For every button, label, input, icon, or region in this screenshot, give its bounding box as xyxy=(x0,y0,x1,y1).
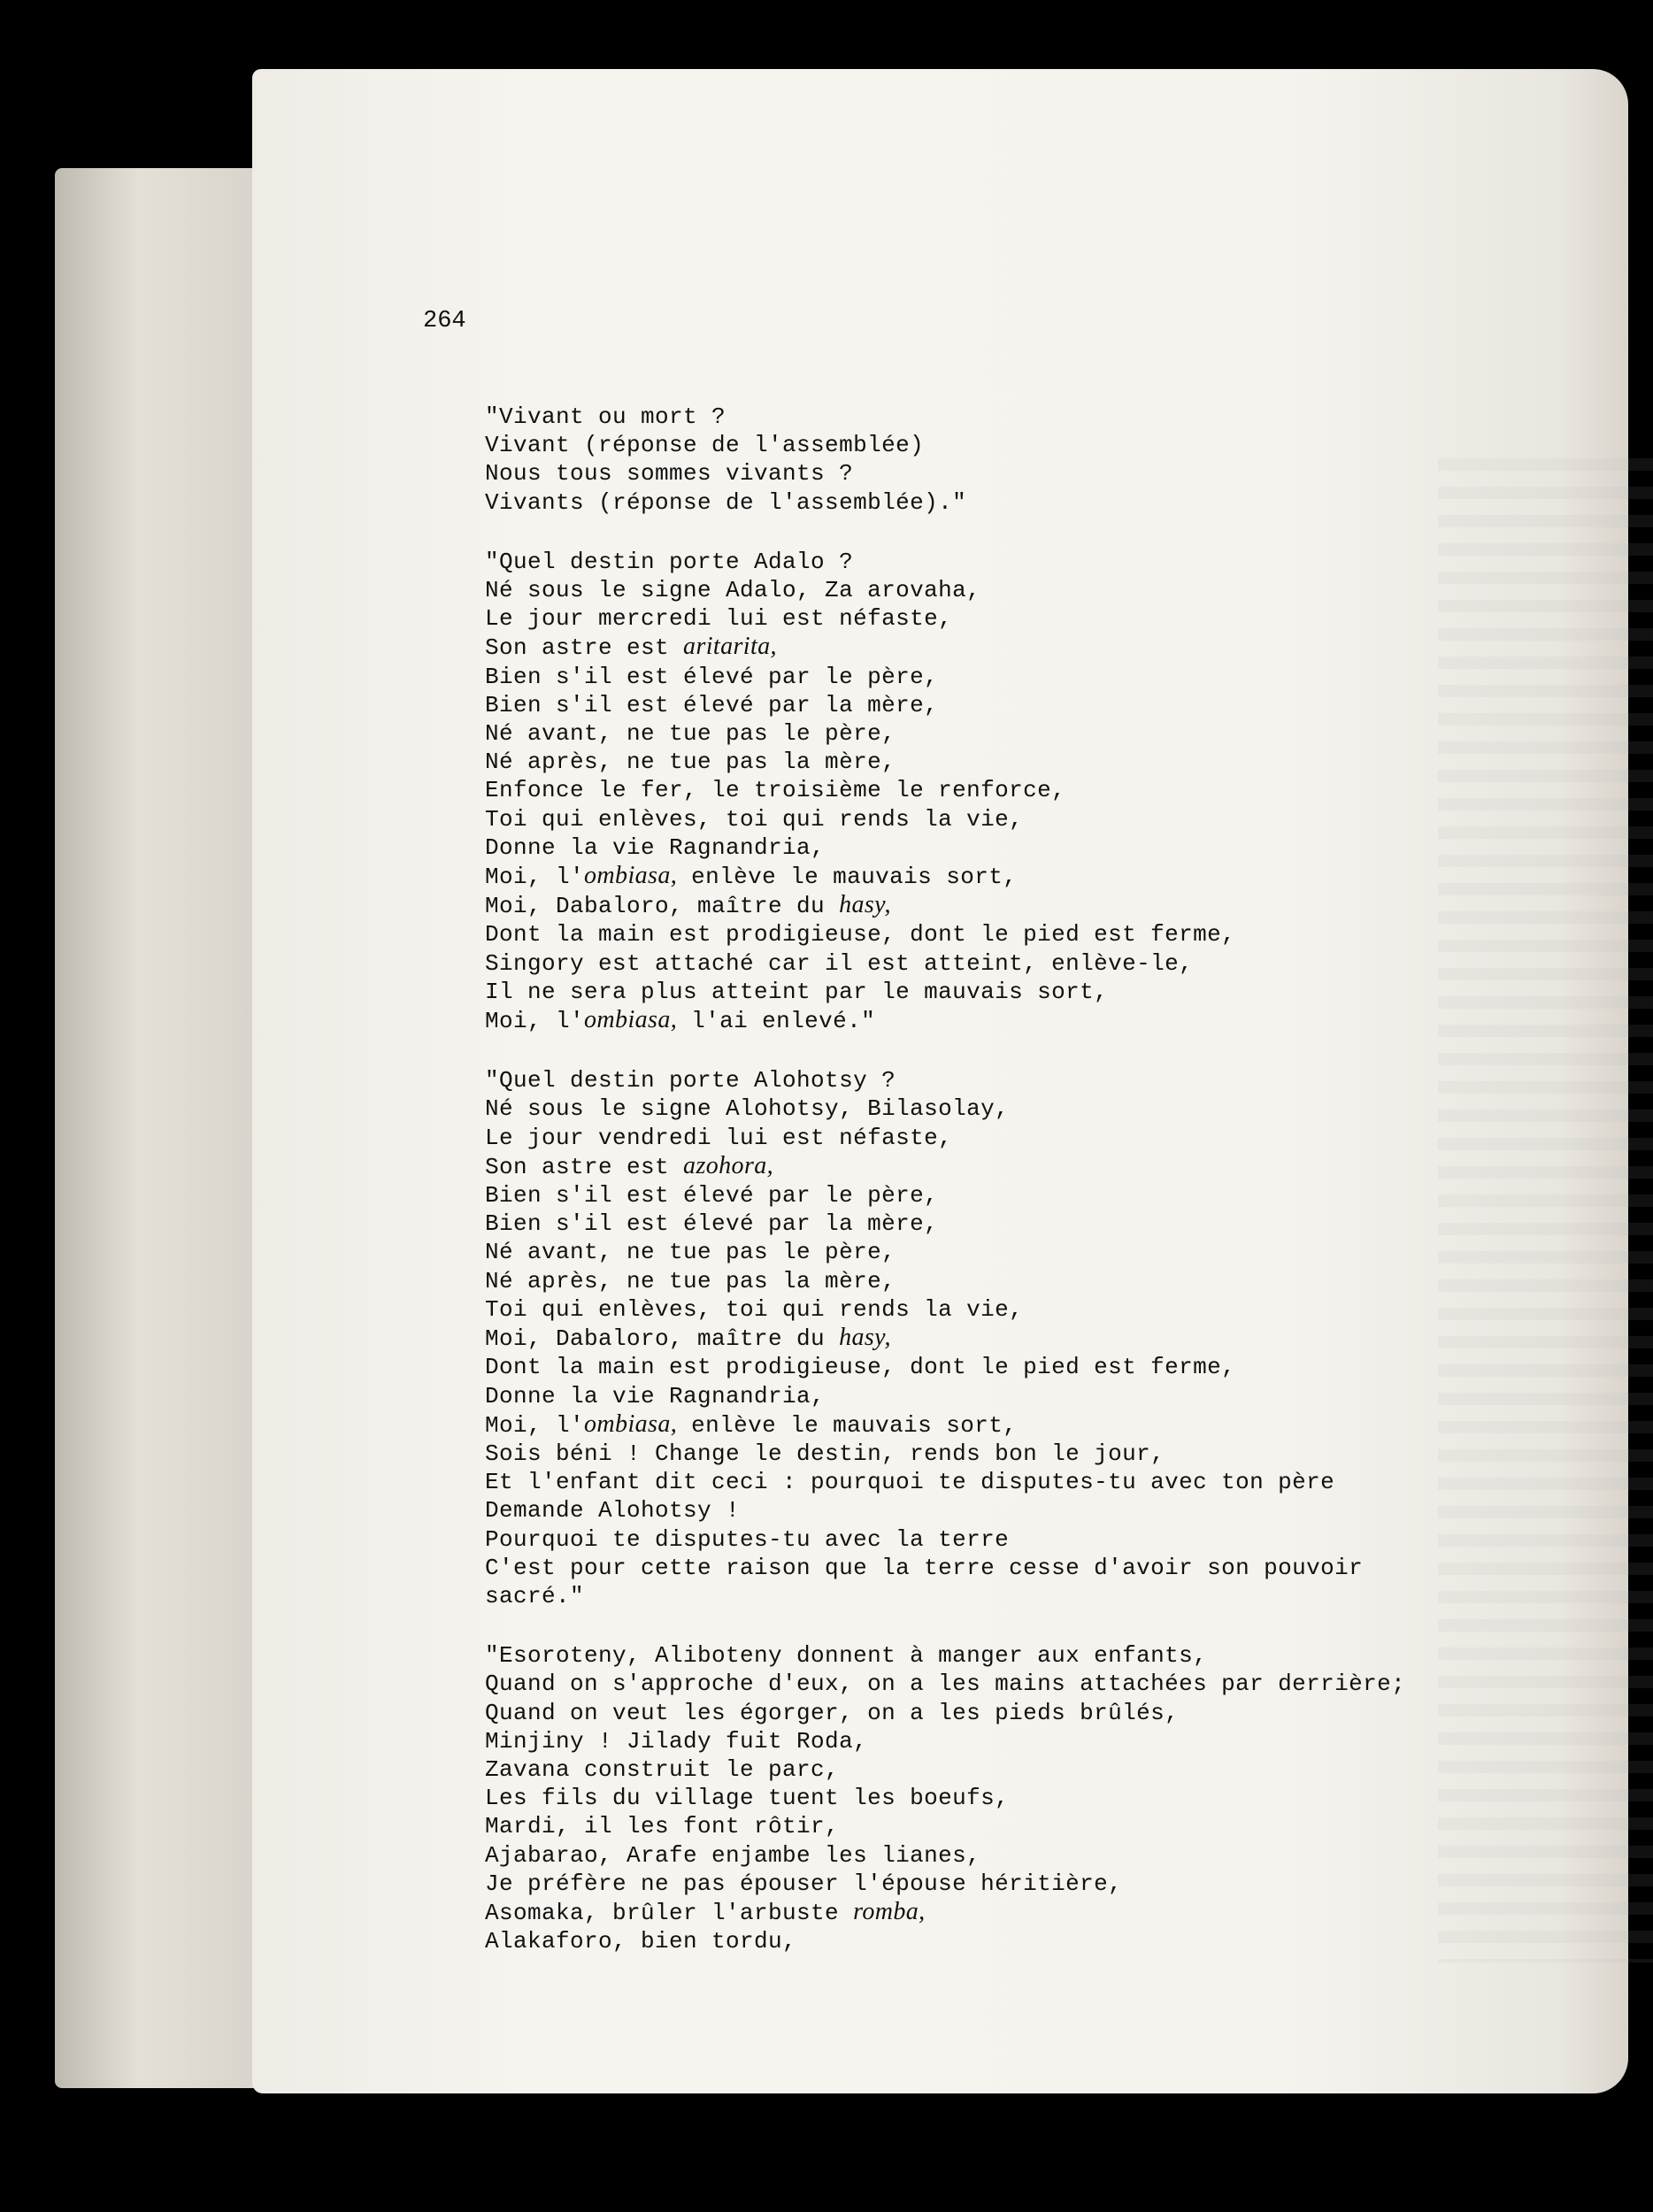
text-line: Né après, ne tue pas la mère, xyxy=(485,1267,896,1294)
text-line: Je préfère ne pas épouser l'épouse héritière, xyxy=(485,1870,1123,1897)
text-line: Moi, l'ombiasa, l'ai enlevé." xyxy=(485,1006,876,1035)
italic-term: hasy, xyxy=(839,891,891,919)
text-line: Vivant (réponse de l'assemblée) xyxy=(485,432,925,459)
italic-term: ombiasa, xyxy=(584,862,678,890)
text-line: Moi, l'ombiasa, enlève le mauvais sort, xyxy=(485,1409,1018,1439)
text-line: Né avant, ne tue pas le père, xyxy=(485,720,896,748)
text-line: Le jour mercredi lui est néfaste, xyxy=(485,605,953,633)
text-line: Moi, l'ombiasa, enlève le mauvais sort, xyxy=(485,862,1018,891)
text-line: Son astre est aritarita, xyxy=(485,633,777,662)
italic-term: azohora, xyxy=(683,1151,774,1179)
text-line: Il ne sera plus atteint par le mauvais sort, xyxy=(485,978,1109,1005)
text-line: Moi, Dabaloro, maître du hasy, xyxy=(485,891,891,920)
text-line: "Quel destin porte Alohotsy ? xyxy=(485,1067,896,1094)
text-line: Son astre est azohora, xyxy=(485,1151,774,1180)
italic-term: hasy, xyxy=(839,1324,891,1352)
text-line: Bien s'il est élevé par le père, xyxy=(485,663,939,690)
text-line: Singory est attaché car il est atteint, enlève-le, xyxy=(485,949,1194,977)
text-line: Asomaka, brûler l'arbuste romba, xyxy=(485,1897,926,1926)
text-line: "Quel destin porte Adalo ? xyxy=(485,548,854,575)
text-line: Bien s'il est élevé par la mère, xyxy=(485,691,939,718)
text-line: Dont la main est prodigieuse, dont le pied est ferme, xyxy=(485,921,1236,949)
text-line: Enfonce le fer, le troisième le renforce, xyxy=(485,777,1066,804)
text-line: Vivants (réponse de l'assemblée)." xyxy=(485,488,967,516)
poem-text xyxy=(485,403,1441,1986)
book-page-edges xyxy=(55,168,267,2088)
text-line: Demande Alohotsy ! xyxy=(485,1497,741,1525)
page-number: 264 xyxy=(423,308,466,334)
text-line: Et l'enfant dit ceci : pourquoi te disputes-tu avec ton père xyxy=(485,1469,1335,1496)
text-line: "Esoroteny, Aliboteny donnent à manger aux enfants, xyxy=(485,1642,1208,1670)
text-line: sacré." xyxy=(485,1582,585,1609)
text-line: Pourquoi te disputes-tu avec la terre xyxy=(485,1525,1010,1553)
text-line: Dont la main est prodigieuse, dont le pied est ferme, xyxy=(485,1354,1236,1381)
stanza xyxy=(485,1641,1441,1955)
text-line: Né après, ne tue pas la mère, xyxy=(485,749,896,776)
text-line: Bien s'il est élevé par le père, xyxy=(485,1182,939,1210)
italic-term: ombiasa, xyxy=(584,1006,678,1034)
italic-term: romba, xyxy=(853,1897,926,1925)
text-line: Ajabarao, Arafe enjambe les lianes, xyxy=(485,1841,981,1869)
text-line: Quand on veut les égorger, on a les pieds brûlés, xyxy=(485,1699,1180,1726)
text-line: Sois béni ! Change le destin, rends bon le jour, xyxy=(485,1440,1165,1467)
text-line: Donne la vie Ragnandria, xyxy=(485,1382,826,1409)
italic-term: ombiasa, xyxy=(584,1409,678,1438)
text-line: Le jour vendredi lui est néfaste, xyxy=(485,1124,953,1151)
italic-term: aritarita, xyxy=(683,633,777,661)
show-through-text xyxy=(1438,458,1653,1962)
text-line: Alakaforo, bien tordu, xyxy=(485,1928,797,1955)
text-line: Donne la vie Ragnandria, xyxy=(485,833,826,861)
stanza xyxy=(485,1066,1441,1610)
text-line: Né avant, ne tue pas le père, xyxy=(485,1239,896,1266)
text-line: C'est pour cette raison que la terre cesse d'avoir son pouvoir xyxy=(485,1554,1364,1581)
stanza xyxy=(485,403,1441,517)
text-line: Zavana construit le parc, xyxy=(485,1755,840,1783)
text-line: Les fils du village tuent les boeufs, xyxy=(485,1785,1010,1812)
text-line: Minjiny ! Jilady fuit Roda, xyxy=(485,1727,868,1755)
text-line: Né sous le signe Adalo, Za arovaha, xyxy=(485,577,981,604)
text-line: "Vivant ou mort ? xyxy=(485,403,727,430)
stanza xyxy=(485,548,1441,1035)
text-line: Toi qui enlèves, toi qui rends la vie, xyxy=(485,1295,1024,1323)
text-line: Bien s'il est élevé par la mère, xyxy=(485,1210,939,1238)
text-line: Toi qui enlèves, toi qui rends la vie, xyxy=(485,805,1024,833)
text-line: Moi, Dabaloro, maître du hasy, xyxy=(485,1324,891,1353)
text-line: Nous tous sommes vivants ? xyxy=(485,460,854,488)
text-line: Mardi, il les font rôtir, xyxy=(485,1813,840,1840)
text-line: Né sous le signe Alohotsy, Bilasolay, xyxy=(485,1095,1010,1123)
text-line: Quand on s'approche d'eux, on a les mains attachées par derrière; xyxy=(485,1671,1406,1698)
